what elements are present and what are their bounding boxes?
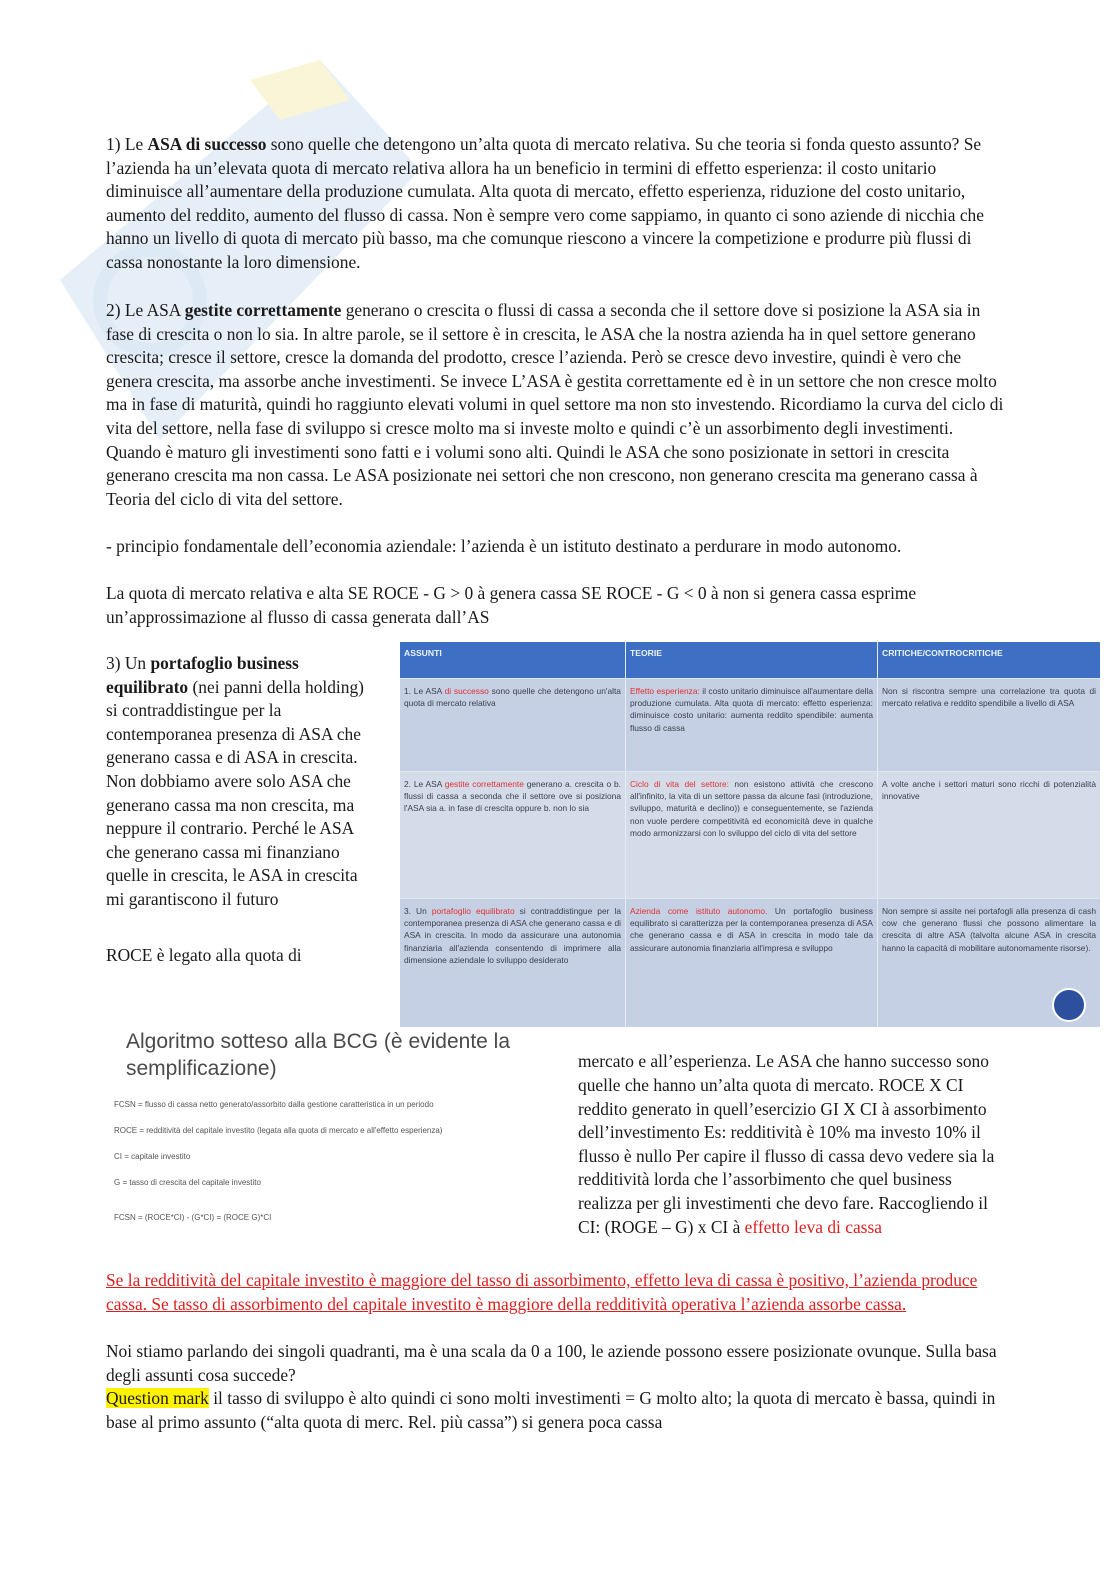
table-cell: Ciclo di vita del settore: non esistono attività che crescono all'infinito, la vita di un settore passa da alcune fasi (introduzione, sviluppo, maturità e declino)) e conseguentemente, se l'azienda non vuole perdere competitività ed economicità deve in qualche modo armonizzarsi con lo sviluppo del ciclo di vita del settore [626,772,878,898]
table-cell: 2. Le ASA gestite correttamente generano a. crescita o b. flussi di cassa a seconda che il settore ove si posiziona l'ASA sia a. in fase di crescita oppure b. non lo sia [400,772,626,898]
table-row [400,771,1100,898]
paragraph-roce: ROCE è legato alla quota di [106,944,302,965]
paragraph-question-mark: Question mark il tasso di sviluppo è alto quindi ci sono molti investimenti = G molto alto; la quota di mercato è bassa, quindi in base al primo assunto (“alta quota di merc. Rel. più cassa”) si genera poca cassa [106,1388,996,1432]
bold-term: gestite correttamente [184,300,342,320]
table-header-cell: ASSUNTI [400,642,626,678]
paragraph-asa-successo: 1) Le ASA di successo sono quelle che detengono un’alta quota di mercato relativa. Su che teoria si fonda questo assunto? Se l’azienda ha un’elevata quota di mercato relativa allora ha un beneficio in termini di effetto esperienza: il costo unitario diminuisce all’aumentare della produzione cumulata. Alta quota di mercato, effetto esperienza, riduzione del costo unitario, aumento del reddito, aumento del flusso di cassa. Non è sempre vero come sappiamo, in quanto ci sono aziende di nicchia che hanno un livello di quota di mercato più basso, ma che comunque riescono a vincere la competizione e produrre più flussi di cassa nonostante la loro dimensione. [106,134,984,272]
bcg-formula: FCSN = (ROCE*CI) - (G*CI) = (ROCE G)*CI [114,1213,272,1222]
assunti-table-image [400,642,1100,1026]
bcg-definition: ROCE = redditività del capitale investito (legata alla quota di mercato e all'effetto esperienza) [114,1126,443,1135]
table-cell: 3. Un portafoglio equilibrato si contraddistingue per la contemporanea presenza di ASA che generano cassa e di ASA in crescita. In modo da assicurare una autonomia finanziaria all'azienda consentendo di imprimere alla dimensione aziendale lo sviluppo desiderato [400,899,626,1027]
bcg-algorithm-image [110,1028,560,1239]
table-row [400,898,1100,1027]
table-cell: 1. Le ASA di successo sono quelle che detengono un'alta quota di mercato relativa [400,679,626,771]
bold-term: portafoglio business equilibrato [106,653,299,697]
bcg-definition: FCSN = flusso di cassa netto generato/assorbito dalla gestione caratteristica in un periodo [114,1100,434,1109]
paragraph-asa-gestite: 2) Le ASA gestite correttamente generano o crescita o flussi di cassa a seconda che il settore dove si posizione la ASA sia in fase di crescita o non lo sia. In altre parole, se il settore è in crescita, le ASA che la nostra azienda ha in quel settore generano crescita; cresce il settore, cresce la domanda del prodotto, cresce l’azienda. Però se cresce devo investire, quindi è vero che genera crescita, ma assorbe anche investimenti. Se invece L’ASA è gestita correttamente ed è in un settore che non cresce molto ma in fase di maturità, quindi ho raggiunto elevati volumi in quel settore ma non sto investendo. Ricordiamo la curva del ciclo di vita del settore, nella fase di sviluppo si cresce molto ma si investe molto e quindi c’è un assorbimento degli investimenti. Quando è maturo gli investimenti sono fatti e i volumi sono alti. Quindi le ASA che sono posizionate in settori in crescita generano crescita ma non cassa. Le ASA posizionate nei settori che non crescono, non generano crescita ma generano cassa à Teoria del ciclo di vita del settore. [106,300,1004,509]
paragraph-leva-cassa: Se la redditività del capitale investito è maggiore del tasso di assorbimento, effetto leva di cassa è positivo, l’azienda produce cassa. Se tasso di assorbimento del capitale investito è maggiore della redditività operativa l’azienda assorbe cassa. [106,1270,978,1314]
right-column-text: mercato e all’esperienza. Le ASA che hanno successo sono quelle che hanno un’alta quota di mercato. ROCE X CI reddito generato in quell’esercizio GI X CI à assorbimento dell’investimento Es: redditività è 10% ma investo 10% il flusso è nullo Per capire il flusso di cassa devo vedere sia la redditività lorda che l’assorbimento che quel business realizza per gli investimenti che devo fare. Raccogliendo il CI: (ROGE – G) x CI à effetto leva di cassa [578,1051,995,1237]
table-header-cell: CRITICHE/CONTROCRITICHE [882,648,1003,658]
table-cell: Non si riscontra sempre una correlazione tra quota di mercato relativa e reddito spendibile a livello di ASA [882,686,1096,709]
red-term: effetto leva di cassa [744,1216,882,1237]
table-cell: Effetto esperienza: il costo unitario diminuisce all'aumentare della produzione cumulata. Alta quota di mercato: effetto esperienza: diminuisce costo unitario: aumenta reddito spendibile: aumenta flusso di cassa [626,679,878,771]
highlighted-term: Question mark [106,1388,209,1408]
bcg-definition: G = tasso di crescita del capitale investito [114,1178,261,1187]
bcg-title: Algoritmo sotteso alla BCG (è evidente la semplificazione) [126,1030,511,1080]
table-cell: Non sempre si assite nei portafogli alla presenza di cash cow che generano flussi che possono alimentare la crescita di altre ASA (talvolta alcune ASA in crescita hanno la capacità di mobilitare autonomamente risorse). [882,906,1096,953]
bcg-definition: CI = capitale investito [114,1152,191,1161]
paragraph-principio: - principio fondamentale dell’economia aziendale: l’azienda è un istituto destinato a perdurare in modo autonomo. [106,536,902,556]
table-cell: Azienda come istituto autonomo. Un portafoglio business equilibrato si caratterizza per la contemporanea presenza di ASA che generano cassa e di ASA in crescita in modo tale da assicurare autonomia finanziaria all'impresa e sviluppo [626,899,878,1027]
paragraph-quota-mercato: La quota di mercato relativa e alta SE ROCE - G > 0 à genera cassa SE ROCE - G < 0 à non si genera cassa esprime un’approssimazione al flusso di cassa generata dall’AS [106,583,917,627]
table-cell: A volte anche i settori maturi sono ricchi di potenzialità innovative [882,779,1096,802]
university-seal-icon [1052,988,1086,1022]
table-header-cell: TEORIE [626,642,878,678]
paragraph-portafoglio: 3) Un portafoglio business equilibrato (nei panni della holding) si contraddistingue per la contemporanea presenza di ASA che generano cassa e di ASA in crescita. Non dobbiamo avere solo ASA che generano cassa ma non crescita, ma neppure il contrario. Perché le ASA che generano cassa mi finanziano quelle in crescita, le ASA in crescita mi garantiscono il futuro [106,653,364,909]
left-column [106,652,376,967]
table-row [400,678,1100,771]
paragraph-quadranti: Noi stiamo parlando dei singoli quadranti, ma è una scala da 0 a 100, le aziende possono essere posizionate ovunque. Sulla basa degli assunti cosa succede? [106,1341,997,1385]
table-header-row [400,642,1100,678]
bold-term: ASA di successo [147,134,267,154]
